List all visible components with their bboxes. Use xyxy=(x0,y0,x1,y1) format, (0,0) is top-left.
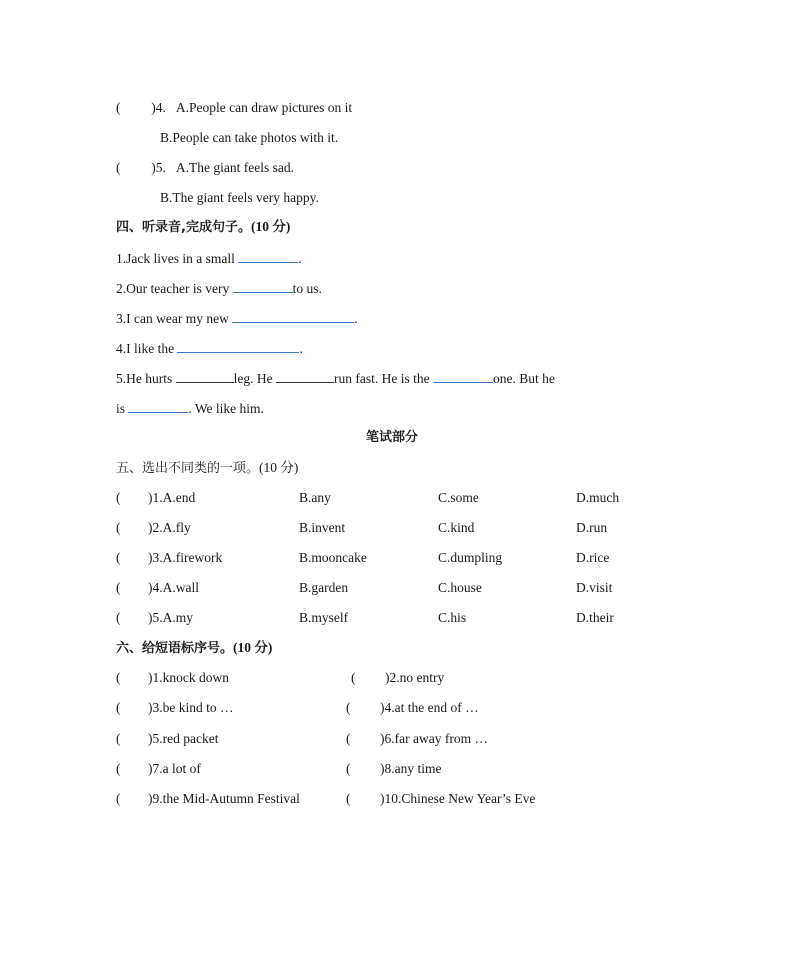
answer-paren[interactable]: ( xyxy=(346,731,351,746)
option-b: B.any xyxy=(299,490,331,505)
written-part-title: 笔试部分 xyxy=(366,430,419,445)
item-3-4-b xyxy=(160,129,338,147)
phrase-left: )5.red packet xyxy=(148,731,219,746)
phrase-left: )3.be kind to … xyxy=(148,700,234,715)
option-b: B.invent xyxy=(299,520,346,535)
option-a: )5.A.my xyxy=(148,610,193,625)
option-a: )2.A.fly xyxy=(148,520,191,535)
sentence-3: 3.I can wear my new . xyxy=(116,311,358,326)
item-3-4-a: ( )4. A.People can draw pictures on it xyxy=(116,100,353,115)
answer-blank[interactable] xyxy=(176,369,234,383)
phrase-right: )8.any time xyxy=(380,761,442,776)
option-a: )4.A.wall xyxy=(148,580,199,595)
sentence-4: 4.I like the . xyxy=(116,341,303,356)
option-b: B.mooncake xyxy=(299,550,367,565)
phrase-right: )6.far away from … xyxy=(380,731,488,746)
option-c: C.kind xyxy=(438,520,475,535)
answer-paren[interactable]: ( xyxy=(116,100,121,115)
answer-paren[interactable]: ( xyxy=(346,791,351,806)
option-text: A.People can draw pictures on it xyxy=(175,100,353,115)
option-d: D.rice xyxy=(576,550,610,565)
option-c: C.his xyxy=(438,610,467,625)
sentence-2: 2.Our teacher is very to us. xyxy=(116,281,322,296)
answer-paren[interactable]: ( xyxy=(116,490,121,505)
answer-blank[interactable] xyxy=(232,309,354,323)
answer-blank[interactable] xyxy=(238,249,298,263)
phrase-right: )10.Chinese New Year’s Eve xyxy=(380,791,536,806)
phrase-left: )9.the Mid-Autumn Festival xyxy=(148,791,300,806)
answer-paren[interactable]: ( xyxy=(116,160,121,175)
answer-paren[interactable]: ( xyxy=(116,670,121,685)
answer-blank[interactable] xyxy=(433,369,493,383)
option-text: A.The giant feels sad. xyxy=(175,160,294,175)
option-b: B.myself xyxy=(299,610,349,625)
answer-paren[interactable]: ( xyxy=(116,761,121,776)
item-3-5-a: ( )5. A.The giant feels sad. xyxy=(116,160,294,175)
sentence-5-cont: is . We like him. xyxy=(116,401,264,416)
sentence-1: 1.Jack lives in a small . xyxy=(116,251,302,266)
answer-paren[interactable]: ( xyxy=(116,791,121,806)
option-a: )3.A.firework xyxy=(148,550,223,565)
option-text: B.The giant feels very happy. xyxy=(160,190,319,205)
answer-blank[interactable] xyxy=(128,399,188,413)
phrase-left: )1.knock down xyxy=(148,670,229,685)
option-c: C.some xyxy=(438,490,479,505)
section-6-heading: 六、给短语标序号。(10 分) xyxy=(116,640,273,656)
answer-paren[interactable]: ( xyxy=(116,580,121,595)
option-d: D.visit xyxy=(576,580,613,595)
answer-paren[interactable]: ( xyxy=(116,700,121,715)
phrase-right: )2.no entry xyxy=(385,670,445,685)
option-b: B.garden xyxy=(299,580,349,595)
answer-paren[interactable]: ( xyxy=(116,731,121,746)
answer-blank[interactable] xyxy=(233,279,293,293)
phrase-right: )4.at the end of … xyxy=(380,700,479,715)
answer-blank[interactable] xyxy=(177,339,299,353)
answer-paren[interactable]: ( xyxy=(346,761,351,776)
option-a: )1.A.end xyxy=(148,490,196,505)
answer-paren[interactable]: ( xyxy=(346,700,351,715)
sentence-5: 5.He hurts leg. He run fast. He is the one. But he xyxy=(116,371,555,386)
option-c: C.dumpling xyxy=(438,550,503,565)
answer-paren[interactable]: ( xyxy=(116,610,121,625)
item-3-5-b xyxy=(160,189,319,207)
phrase-left: )7.a lot of xyxy=(148,761,201,776)
answer-paren[interactable]: ( xyxy=(116,550,121,565)
answer-paren[interactable]: ( xyxy=(351,670,356,685)
answer-paren[interactable]: ( xyxy=(116,520,121,535)
option-c: C.house xyxy=(438,580,482,595)
answer-blank[interactable] xyxy=(276,369,334,383)
option-d: D.their xyxy=(576,610,614,625)
section-5-heading: 五、选出不同类的一项。(10 分) xyxy=(116,460,299,476)
option-text: B.People can take photos with it. xyxy=(160,130,339,145)
option-d: D.much xyxy=(576,490,620,505)
section-4-heading: 四、听录音,完成句子。(10 分) xyxy=(116,219,291,235)
option-d: D.run xyxy=(576,520,608,535)
